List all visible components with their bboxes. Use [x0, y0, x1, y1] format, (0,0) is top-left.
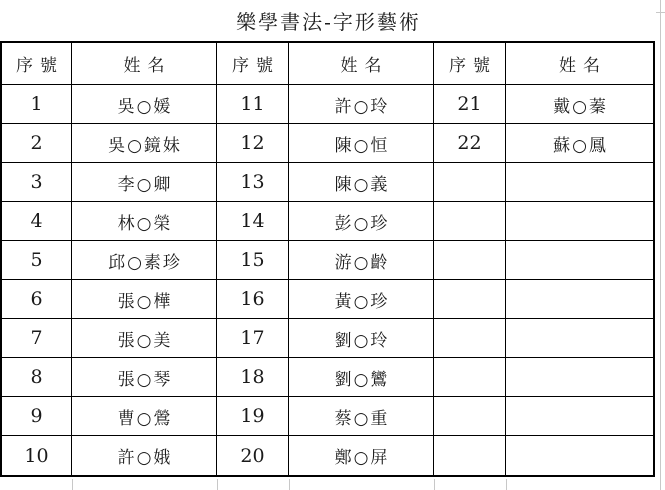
name-cell: 游○齡: [289, 241, 434, 280]
name-cell: 彭○珍: [289, 202, 434, 241]
name-cell: 黃○珍: [289, 280, 434, 319]
name-cell: [506, 436, 653, 475]
name-cell: [506, 358, 653, 397]
name-cell: 蘇○鳳: [506, 124, 653, 163]
header-cell-serial: 序號: [217, 43, 289, 85]
serial-cell: 9: [2, 397, 72, 436]
name-cell: [506, 280, 653, 319]
name-cell: 許○娥: [72, 436, 217, 475]
serial-cell: [434, 436, 506, 475]
header-cell-name: 姓名: [289, 43, 434, 85]
serial-cell: 22: [434, 124, 506, 163]
name-cell: 曹○鶯: [72, 397, 217, 436]
serial-cell: 2: [2, 124, 72, 163]
name-cell: [506, 202, 653, 241]
name-cell: 張○樺: [72, 280, 217, 319]
name-cell: 張○琴: [72, 358, 217, 397]
serial-cell: 8: [2, 358, 72, 397]
spreadsheet-gridline: [506, 479, 507, 490]
name-cell: 陳○義: [289, 163, 434, 202]
name-cell: 劉○玲: [289, 319, 434, 358]
name-cell: 戴○蓁: [506, 85, 653, 124]
serial-cell: [434, 202, 506, 241]
header-cell-name: 姓名: [506, 43, 653, 85]
header-cell-name: 姓名: [72, 43, 217, 85]
serial-cell: 19: [217, 397, 289, 436]
serial-cell: 10: [2, 436, 72, 475]
spreadsheet-gridline: [217, 479, 218, 490]
serial-cell: 3: [2, 163, 72, 202]
name-cell: 吳○媛: [72, 85, 217, 124]
serial-cell: 5: [2, 241, 72, 280]
serial-cell: 7: [2, 319, 72, 358]
serial-cell: [434, 280, 506, 319]
name-cell: 吳○鏡妹: [72, 124, 217, 163]
name-cell: [506, 397, 653, 436]
serial-cell: 20: [217, 436, 289, 475]
roster-table: [0, 41, 655, 477]
serial-cell: 17: [217, 319, 289, 358]
name-cell: 林○榮: [72, 202, 217, 241]
serial-cell: 13: [217, 163, 289, 202]
spreadsheet-gridline: [660, 0, 661, 490]
name-cell: 許○玲: [289, 85, 434, 124]
header-cell-serial: 序號: [434, 43, 506, 85]
serial-cell: 12: [217, 124, 289, 163]
name-cell: 邱○素珍: [72, 241, 217, 280]
name-cell: [506, 319, 653, 358]
serial-cell: [434, 397, 506, 436]
serial-cell: 16: [217, 280, 289, 319]
serial-cell: 21: [434, 85, 506, 124]
serial-cell: 15: [217, 241, 289, 280]
serial-cell: 18: [217, 358, 289, 397]
name-cell: 張○美: [72, 319, 217, 358]
serial-cell: 4: [2, 202, 72, 241]
serial-cell: 11: [217, 85, 289, 124]
document-title: 樂學書法-字形藝術: [236, 10, 421, 34]
serial-cell: 6: [2, 280, 72, 319]
spreadsheet-gridline: [434, 479, 435, 490]
spreadsheet-gridline: [656, 12, 665, 13]
serial-cell: [434, 163, 506, 202]
name-cell: 李○卿: [72, 163, 217, 202]
header-cell-serial: 序號: [2, 43, 72, 85]
name-cell: 蔡○重: [289, 397, 434, 436]
name-cell: 陳○恒: [289, 124, 434, 163]
serial-cell: [434, 358, 506, 397]
spreadsheet-gridline: [72, 479, 73, 490]
serial-cell: 14: [217, 202, 289, 241]
name-cell: 鄭○屏: [289, 436, 434, 475]
serial-cell: [434, 319, 506, 358]
name-cell: 劉○鸞: [289, 358, 434, 397]
spreadsheet-gridline: [289, 479, 290, 490]
name-cell: [506, 163, 653, 202]
serial-cell: 1: [2, 85, 72, 124]
name-cell: [506, 241, 653, 280]
serial-cell: [434, 241, 506, 280]
